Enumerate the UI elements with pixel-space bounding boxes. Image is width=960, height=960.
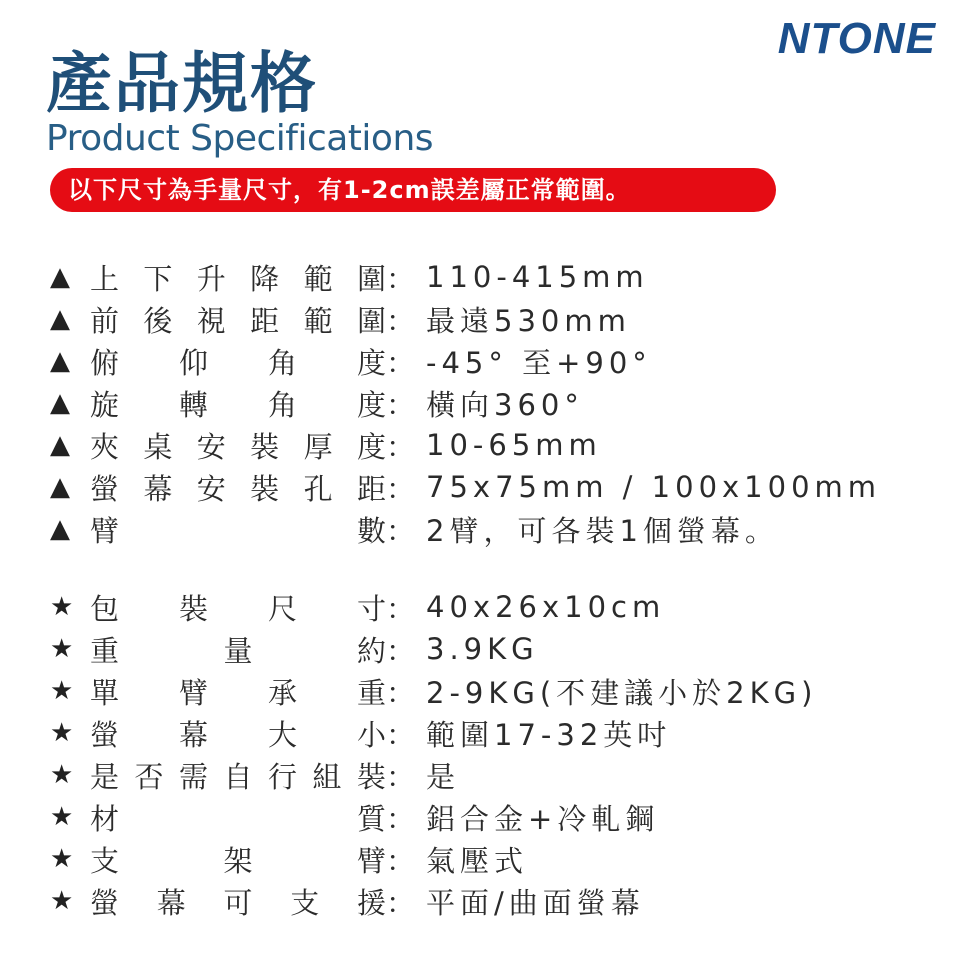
spec-label: 前 後 視 距 範 圍: [90, 303, 386, 338]
spec-row: [50, 838, 817, 880]
spec-value: 2臂，可各裝1個螢幕。: [426, 513, 779, 548]
spec-label: 螢 幕 大 小: [90, 717, 386, 752]
spec-colon: ：: [386, 801, 416, 836]
spec-row: [50, 340, 881, 382]
spec-row: [50, 508, 881, 550]
spec-colon: ：: [386, 591, 416, 626]
spec-colon: ：: [386, 303, 416, 338]
spec-row: [50, 382, 881, 424]
triangle-bullet-icon: ▲: [50, 304, 70, 334]
spec-value: -45° 至+90°: [426, 345, 652, 380]
spec-value: 是: [426, 759, 461, 794]
spec-colon: ：: [386, 261, 416, 296]
star-bullet-icon: ★: [50, 676, 74, 706]
page-subtitle: Product Specifications: [46, 118, 434, 159]
brand-logo: NTONE: [777, 14, 936, 63]
triangle-bullet-icon: ▲: [50, 346, 70, 376]
measurement-notice: 以下尺寸為手量尺寸，有1-2cm誤差屬正常範圍。: [50, 168, 776, 212]
spec-label: 螢 幕 安 裝 孔 距: [90, 471, 386, 506]
triangle-bullet-icon: ▲: [50, 262, 70, 292]
spec-label: 螢 幕 可 支 援: [90, 885, 386, 920]
spec-label: 材 質: [90, 801, 386, 836]
star-spec-list: [50, 586, 817, 922]
star-bullet-icon: ★: [50, 634, 74, 664]
spec-value: 110-415mm: [426, 260, 649, 294]
spec-label: 俯 仰 角 度: [90, 345, 386, 380]
spec-colon: ：: [386, 633, 416, 668]
star-bullet-icon: ★: [50, 592, 74, 622]
triangle-bullet-icon: ▲: [50, 472, 70, 502]
page-title: 產品規格: [46, 45, 318, 122]
spec-value: 最遠530mm: [426, 303, 631, 338]
spec-label: 單 臂 承 重: [90, 675, 386, 710]
spec-row: [50, 796, 817, 838]
spec-value: 10-65mm: [426, 428, 602, 462]
spec-label: 夾 桌 安 裝 厚 度: [90, 429, 386, 464]
spec-value: 範圍17-32英吋: [426, 717, 672, 752]
spec-value: 鋁合金+冷軋鋼: [426, 801, 660, 836]
spec-row: [50, 670, 817, 712]
spec-row: [50, 256, 881, 298]
star-bullet-icon: ★: [50, 844, 74, 874]
spec-colon: ：: [386, 843, 416, 878]
spec-value: 氣壓式: [426, 843, 529, 878]
star-bullet-icon: ★: [50, 760, 74, 790]
spec-row: [50, 424, 881, 466]
spec-colon: ：: [386, 717, 416, 752]
spec-colon: ：: [386, 885, 416, 920]
star-bullet-icon: ★: [50, 802, 74, 832]
triangle-spec-list: [50, 256, 881, 550]
spec-value: 75x75mm / 100x100mm: [426, 470, 882, 504]
spec-value: 平面/曲面螢幕: [426, 885, 645, 920]
star-bullet-icon: ★: [50, 886, 74, 916]
triangle-bullet-icon: ▲: [50, 388, 70, 418]
spec-row: [50, 754, 817, 796]
spec-colon: ：: [386, 345, 416, 380]
spec-colon: ：: [386, 513, 416, 548]
spec-row: [50, 880, 817, 922]
spec-row: [50, 586, 817, 628]
spec-colon: ：: [386, 471, 416, 506]
spec-colon: ：: [386, 675, 416, 710]
spec-row: [50, 298, 881, 340]
spec-label: 臂 數: [90, 513, 386, 548]
spec-colon: ：: [386, 387, 416, 422]
spec-row: [50, 628, 817, 670]
star-bullet-icon: ★: [50, 718, 74, 748]
spec-value: 橫向360°: [426, 387, 584, 422]
spec-value: 2-9KG(不建議小於2KG): [426, 675, 818, 710]
spec-value: 40x26x10cm: [426, 590, 666, 624]
triangle-bullet-icon: ▲: [50, 430, 70, 460]
spec-label: 上 下 升 降 範 圍: [90, 261, 386, 296]
spec-label: 包 裝 尺 寸: [90, 591, 386, 626]
spec-value: 3.9KG: [426, 632, 539, 666]
spec-row: [50, 712, 817, 754]
spec-label: 重 量 約: [90, 633, 386, 668]
spec-row: [50, 466, 881, 508]
spec-label: 支 架 臂: [90, 843, 386, 878]
triangle-bullet-icon: ▲: [50, 514, 70, 544]
spec-label: 是 否 需 自 行 組 裝: [90, 759, 386, 794]
spec-colon: ：: [386, 759, 416, 794]
spec-label: 旋 轉 角 度: [90, 387, 386, 422]
spec-colon: ：: [386, 429, 416, 464]
